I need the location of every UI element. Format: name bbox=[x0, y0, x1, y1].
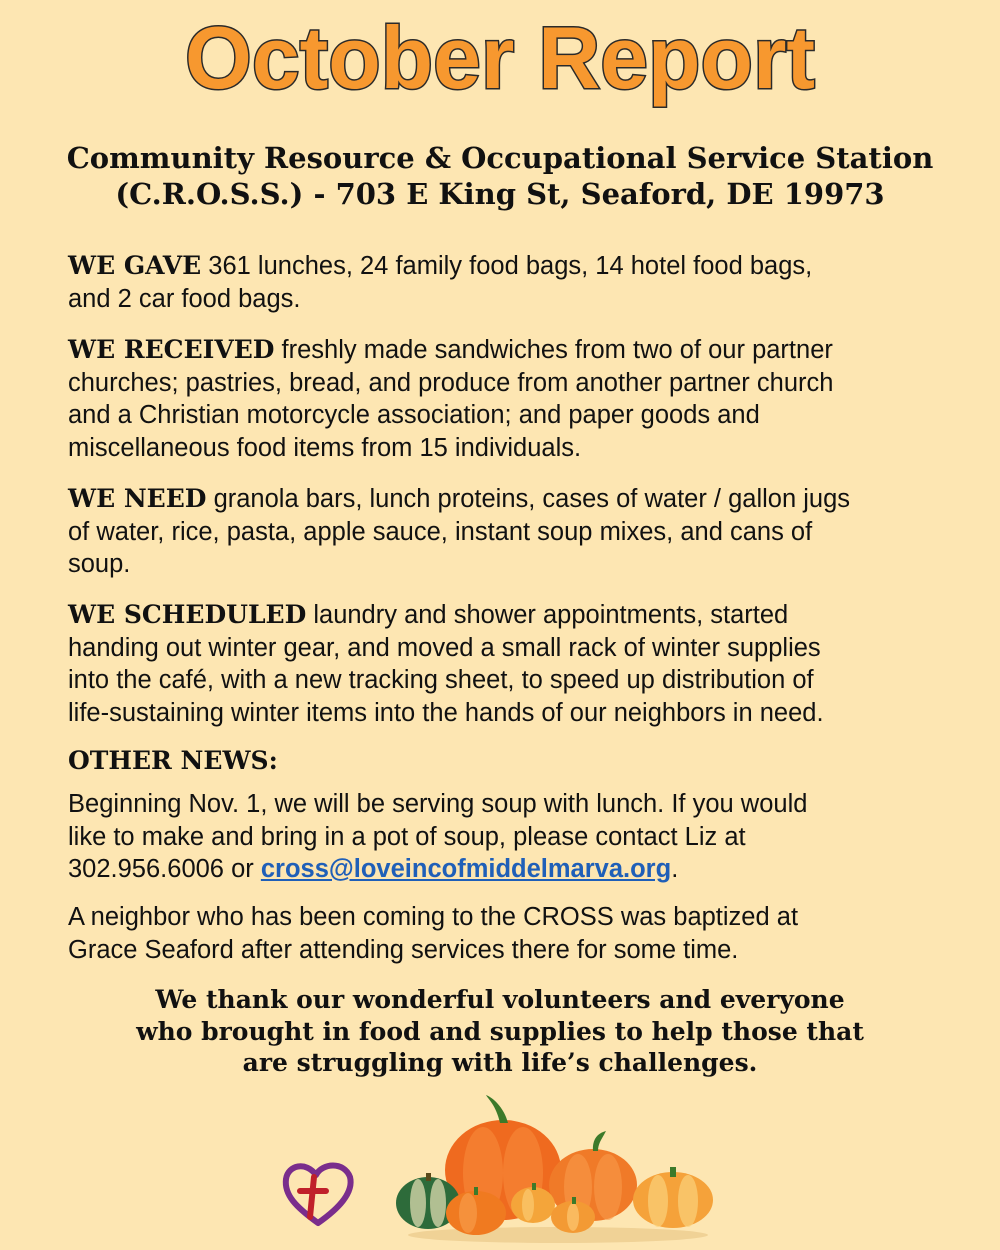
baptism-paragraph: A neighbor who has been coming to the CROSS was baptized at Grace Seaford after attending services there for some time. bbox=[68, 903, 799, 964]
thank-you-message: We thank our wonderful volunteers and everyone who brought in food and supplies to help those that are struggling with life’s challenges. bbox=[136, 985, 864, 1077]
striped-pumpkin bbox=[633, 1167, 713, 1228]
page-title-text: October Report bbox=[185, 8, 815, 107]
soup-paragraph: Beginning Nov. 1, we will be serving soup with lunch. If you would like to make and bring in a pot of soup, please contact Liz at 302.956.6006 or cross@loveincofmiddelmarva.org. bbox=[68, 790, 808, 883]
we-received-paragraph: WE RECEIVED freshly made sandwiches from two of our partner churches; pastries, bread, and produce from another partner church and a Christian motorcycle association; and paper goods and miscellaneous food items from 15 individuals. bbox=[68, 335, 834, 462]
heart-cross-icon bbox=[278, 1155, 358, 1230]
organization-header bbox=[40, 140, 960, 212]
pumpkins-illustration bbox=[388, 1085, 728, 1245]
we-need-paragraph: WE NEED granola bars, lunch proteins, cases of water / gallon jugs of water, rice, pasta, apple sauce, instant soup mixes, and cans of soup. bbox=[68, 484, 851, 578]
contact-email-link[interactable]: cross@loveincofmiddelmarva.org bbox=[260, 855, 672, 883]
organization-name: Community Resource & Occupational Service Station bbox=[66, 141, 934, 175]
we-need-lead: WE NEED bbox=[68, 484, 207, 513]
we-scheduled-paragraph: WE SCHEDULED laundry and shower appointments, started handing out winter gear, and moved a small rack of winter supplies into the café, with a new tracking sheet, to speed up distribution of life-sustaining winter items into the hands of our neighbors in need. bbox=[68, 600, 824, 727]
we-received-lead: WE RECEIVED bbox=[68, 335, 275, 364]
page-title bbox=[0, 0, 1000, 125]
other-news-heading: OTHER NEWS: bbox=[68, 746, 278, 775]
we-gave-paragraph: WE GAVE 361 lunches, 24 family food bags, 14 hotel food bags, and 2 car food bags. bbox=[68, 251, 813, 313]
organization-address: (C.R.O.S.S.) - 703 E King St, Seaford, DE 19973 bbox=[115, 177, 885, 211]
we-scheduled-lead: WE SCHEDULED bbox=[68, 600, 307, 629]
we-gave-lead: WE GAVE bbox=[68, 251, 202, 280]
